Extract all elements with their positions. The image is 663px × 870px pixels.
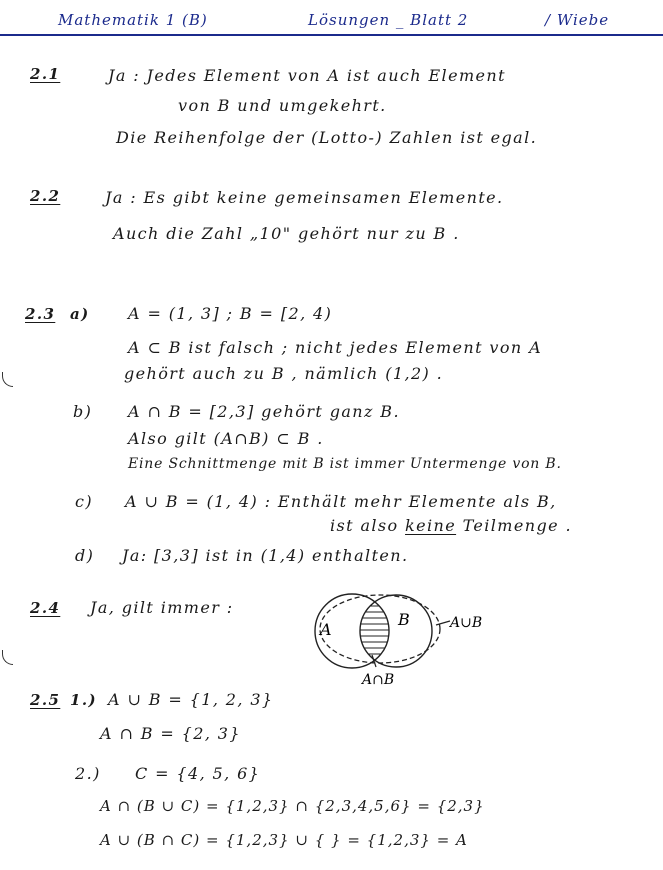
s25-line-5: A ∪ (B ∩ C) = {1,2,3} ∪ { } = {1,2,3} = A — [100, 831, 468, 849]
s25-line-2: A ∩ B = {2, 3} — [100, 724, 241, 743]
margin-mark — [2, 650, 13, 665]
s23-c-line-1: A ∪ B = (1, 4) : Enthält mehr Elemente als B, — [125, 492, 557, 511]
s23-label-c: c) — [75, 492, 94, 511]
venn-label-intersection: A∩B — [362, 672, 395, 688]
s23-c-line-2-post: Teilmenge . — [456, 516, 572, 535]
author-name: / Wiebe — [545, 11, 610, 29]
course-title: Mathematik 1 (B) — [58, 11, 208, 29]
s24-text: Ja, gilt immer : — [90, 598, 234, 617]
venn-label-b: B — [398, 610, 410, 629]
section-number-2-1: 2.1 — [30, 65, 61, 83]
s25-line-3: C = {4, 5, 6} — [135, 764, 261, 783]
s23-c-line-2-emphasis: keine — [405, 516, 457, 535]
s25-part-2-label: 2.) — [75, 764, 101, 783]
s25-line-1: A ∪ B = {1, 2, 3} — [108, 690, 274, 709]
header-rule — [0, 34, 663, 36]
venn-label-a: A — [320, 620, 332, 639]
s25-line-4: A ∩ (B ∪ C) = {1,2,3} ∩ {2,3,4,5,6} = {2,3} — [100, 797, 485, 815]
s22-line-2: Auch die Zahl „10" gehört nur zu B . — [113, 224, 460, 243]
s23-b-line-3: Eine Schnittmenge mit B ist immer Untermenge von B. — [128, 456, 562, 472]
s21-line-2: von B und umgekehrt. — [178, 96, 387, 115]
section-number-2-3: 2.3 — [25, 305, 56, 323]
s23-a-line-1: A = (1, 3] ; B = [2, 4) — [128, 304, 333, 323]
venn-diagram — [300, 585, 530, 690]
s23-a-line-3: gehört auch zu B , nämlich (1,2) . — [124, 364, 444, 383]
s23-b-line-2: Also gilt (A∩B) ⊂ B . — [128, 429, 324, 448]
section-number-2-2: 2.2 — [30, 187, 61, 205]
margin-mark — [2, 372, 13, 387]
s23-c-line-2 — [330, 516, 572, 536]
s23-label-b: b) — [73, 402, 93, 421]
s23-b-line-1: A ∩ B = [2,3] gehört ganz B. — [128, 402, 400, 421]
s25-part-1-label: 1.) — [70, 691, 97, 709]
section-number-2-4: 2.4 — [30, 599, 61, 617]
s23-a-line-2: A ⊂ B ist falsch ; nicht jedes Element von A — [128, 338, 543, 357]
s23-d-line-1: Ja: [3,3] ist in (1,4) enthalten. — [122, 546, 409, 565]
s23-c-line-2-pre: ist also — [330, 516, 406, 535]
venn-label-union: A∪B — [450, 615, 483, 631]
s21-line-1: Ja : Jedes Element von A ist auch Element — [108, 66, 506, 85]
s23-label-a: a) — [70, 305, 90, 323]
section-number-2-5: 2.5 — [30, 691, 61, 709]
sheet-title: Lösungen _ Blatt 2 — [308, 11, 469, 29]
s21-line-3: Die Reihenfolge der (Lotto-) Zahlen ist egal. — [116, 128, 538, 147]
s22-line-1: Ja : Es gibt keine gemeinsamen Elemente. — [105, 188, 504, 207]
s23-label-d: d) — [75, 546, 95, 565]
